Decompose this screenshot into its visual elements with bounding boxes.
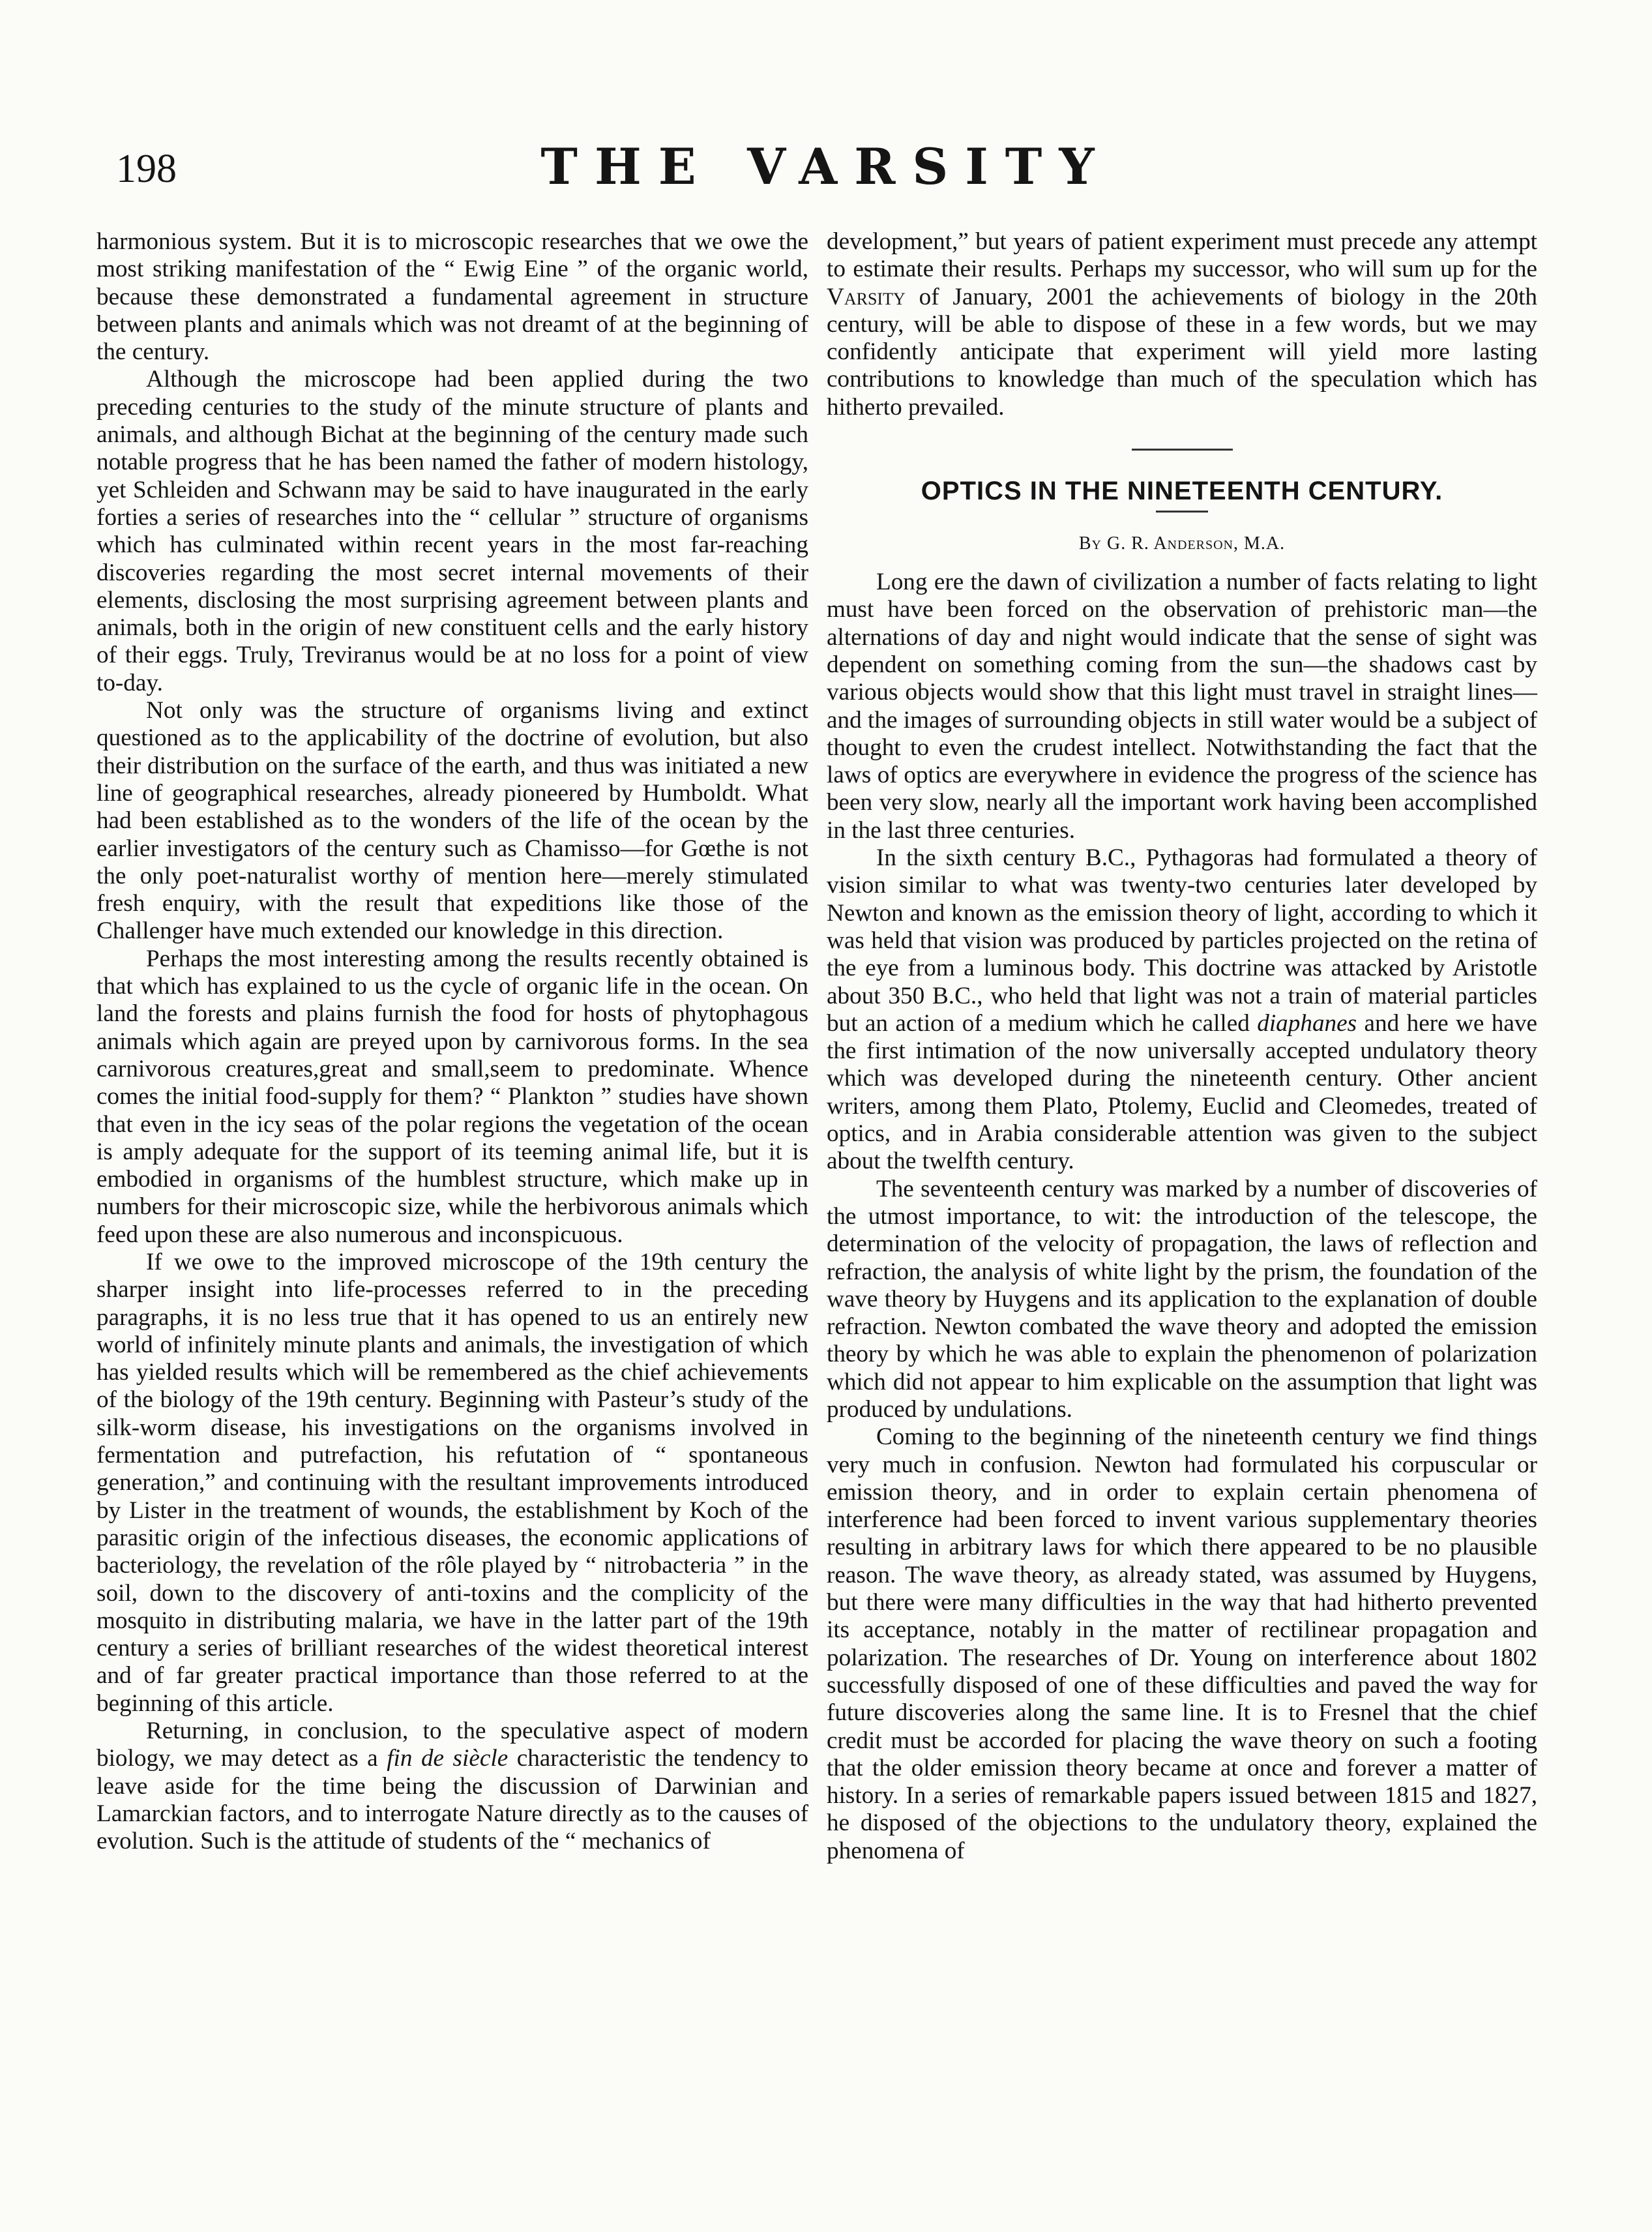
small-caps-varsity: Varsity bbox=[827, 283, 906, 310]
heading-rule bbox=[1156, 511, 1208, 513]
left-column bbox=[96, 228, 808, 1856]
paragraph: Coming to the beginning of the nineteenth century we find things very much in confusion. Newton had formulated his corpuscular or emission theory, and in order to explain certain phenomena of interference had been forced to invent various supplementary theories resulting in arbitrary laws for which there appeared to be no plausible reason. The wave theory, as already stated, was assumed by Huygens, but there were many difficulties in the way that had hitherto prevented its acceptance, notably in the matter of rectilinear propagation and polarization. The researches of Dr. Young on interference about 1802 successfully disposed of one of these difficulties and paved the way for future discoveries along the same line. It is to Fresnel that the chief credit must be accorded for placing the wave theory on such a footing that the older emission theory became at once and forever a matter of history. In a series of remarkable papers issued between 1815 and 1827, he disposed of the objections to the undulatory theory, explained the phenomena of bbox=[827, 1423, 1537, 1864]
paragraph: harmonious system. But it is to microscopic researches that we owe the most striking manifestation of the “ Ewig Eine ” of the organic world, because these demonstrated a fundamental agreement in structure between plants and animals which was not dreamt of at the beginning of the century. bbox=[96, 228, 808, 366]
italic-phrase: fin de siècle bbox=[387, 1745, 509, 1772]
text-span: characteristic the tendency to leave aside for the time being the discussion of Darwinian and Lamarckian factors, and to interrogate Nature directly as to the causes of evolution. Such is the attitude of students of the “ mechanics of bbox=[96, 1745, 808, 1855]
paragraph bbox=[96, 1718, 808, 1855]
paragraph bbox=[827, 228, 1537, 421]
italic-phrase: diaphanes bbox=[1257, 1009, 1357, 1037]
section-divider bbox=[1132, 449, 1233, 451]
paragraph: The seventeenth century was marked by a number of discoveries of the utmost importance, to wit: the introduction of the telescope, the determination of the velocity of propagation, the laws of reflection and refraction, the analysis of white light by the prism, the foundation of the wave theory by Huygens and its application to the explanation of double refraction. Newton combated the wave theory and adopted the emission theory by which he was able to explain the phenomenon of polarization which did not appear to him explicable on the assumption that light was produced by undulations. bbox=[827, 1175, 1537, 1423]
text-span: Returning, in conclusion, to the speculative aspect of modern biology, we may detect as a bbox=[96, 1718, 808, 1772]
text-span: In the sixth century B.C., Pythagoras had formulated a theory of vision similar to what was twenty-two centuries later developed by Newton and known as the emission theory of light, according to which it was held that vision was produced by particles projected on the retina of the eye from a luminous body. This doctrine was attacked by Aristotle about 350 B.C., who held that light was not a train of material particles but an action of a medium which he called bbox=[827, 844, 1537, 1037]
text-span: and here we have the first intimation of the now universally accepted undulatory theory which was developed during the nineteenth century. Other ancient writers, among them Plato, Ptolemy, Euclid and Cleomedes, treated of optics, and in Arabia considerable attention was given to the subject about the twelfth century. bbox=[827, 1009, 1537, 1175]
page-number: 198 bbox=[116, 147, 177, 191]
article-heading: OPTICS IN THE NINETEENTH CENTURY. bbox=[921, 477, 1443, 506]
paragraph: Although the microscope had been applied during the two preceding centuries to the study of the minute structure of plants and animals, and although Bichat at the beginning of the century made such notable progress that he has been named the father of modern histology, yet Schleiden and Schwann may be said to have inaugurated in the early forties a series of researches into the “ cellular ” structure of organisms which has culminated within recent years in the most far-reaching discoveries regarding the most secret internal movements of their elements, disclosing the most surprising agreement between plants and animals, both in the origin of new constituent cells and the early history of their eggs. Truly, Treviranus would be at no loss for a point of view to-day. bbox=[96, 366, 808, 696]
paragraph: Perhaps the most interesting among the results recently obtained is that which has explained to us the cycle of organic life in the ocean. On land the forests and plains furnish the food for hosts of phytophagous animals which again are preyed upon by carnivorous forms. In the sea carnivorous creatures,great and small,seem to predominate. Whence comes the initial food-supply for them? “ Plankton ” studies have shown that even in the icy seas of the polar regions the vegetation of the ocean is amply adequate for the support of its teeming animal life, but it is embodied in organisms of the humblest structure, which make up in numbers for their microscopic size, while the herbivorous animals which feed upon these are also numerous and inconspicuous. bbox=[96, 945, 808, 1248]
text-span: development,” but years of patient experiment must precede any attempt to estimate their results. Perhaps my successor, who will sum up for the bbox=[827, 228, 1537, 283]
masthead-title: THE VARSITY bbox=[540, 138, 1112, 196]
paragraph: If we owe to the improved microscope of the 19th century the sharper insight into life-processes referred to in the preceding paragraphs, it is no less true that it has opened to us an entirely new world of infinitely minute plants and animals, the investigation of which has yielded results which will be remembered as the chief achievements of the biology of the 19th century. Beginning with Pasteur’s study of the silk-worm disease, his investigations on the organisms involved in fermentation and putrefaction, his refutation of “ spontaneous generation,” and continuing with the resultant improvements introduced by Lister in the treatment of wounds, the establishment by Koch of the parasitic origin of the infectious diseases, the economic applications of bacteriology, the revelation of the rôle played by “ nitrobacteria ” in the soil, down to the discovery of anti-toxins and the complicity of the mosquito in distributing malaria, we have in the latter part of the 19th century a series of brilliant researches of the widest theoretical interest and of far greater practical importance than those referred to at the beginning of this article. bbox=[96, 1248, 808, 1717]
right-column bbox=[827, 228, 1537, 1865]
paragraph: Long ere the dawn of civilization a number of facts relating to light must have been forced on the observation of prehistoric man—the alternations of day and night would indicate that the sense of sight was dependent on something coming from the sun—the shadows cast by various objects would show that this light must travel in straight lines—and the images of surrounding objects in still water would be a subject of thought to even the crudest intellect. Notwithstanding the fact that the laws of optics are everywhere in evidence the progress of the science has been very slow, nearly all the important work having been accomplished in the last three centuries. bbox=[827, 569, 1537, 844]
paragraph bbox=[827, 844, 1537, 1176]
byline: By G. R. Anderson, M.A. bbox=[1078, 533, 1286, 554]
paragraph: Not only was the structure of organisms living and extinct questioned as to the applicability of the doctrine of evolution, but also their distribution on the surface of the earth, and thus was initiated a new line of geographical researches, already pioneered by Humboldt. What had been established as to the wonders of the life of the ocean by the earlier investigators of the century such as Chamisso—for Gœthe is not the only poet-naturalist worthy of mention here—merely stimulated fresh enquiry, with the result that expeditions like those of the Challenger have much extended our knowledge in this direction. bbox=[96, 697, 808, 945]
text-span: of January, 2001 the achievements of biology in the 20th century, will be able to dispose of these in a few words, but we may confidently anticipate that experiment will yield more lasting contributions to knowledge than much of the speculation which has hitherto prevailed. bbox=[827, 283, 1537, 421]
